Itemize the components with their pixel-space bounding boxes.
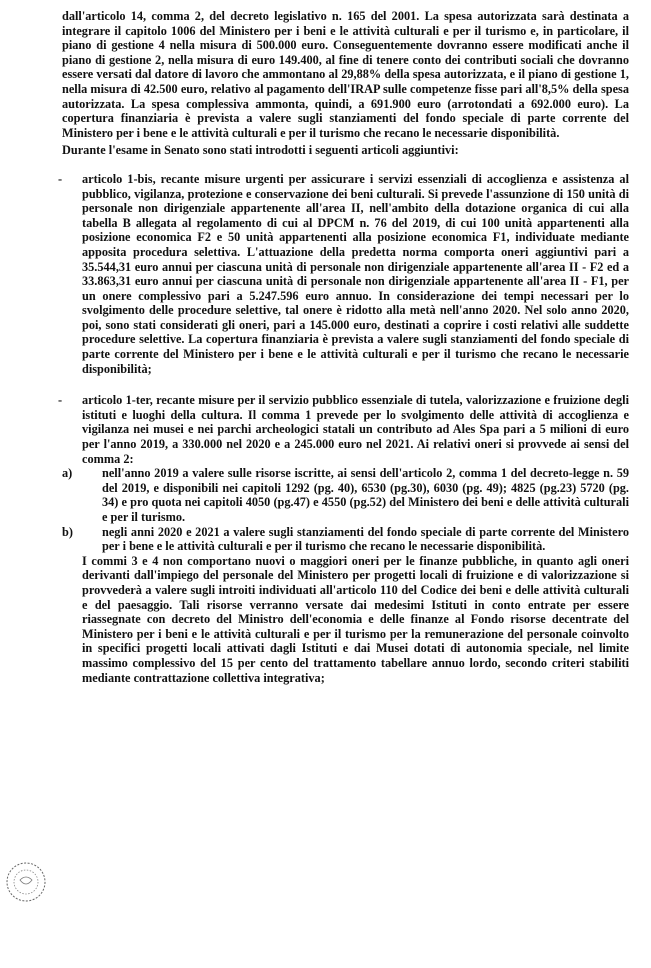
bullet-text: articolo 1-ter, recante misure per il servizio pubblico essenziale di tutela, valorizzazione e fruizione degli istituti e luoghi della cultura. Il comma 1 prevede per lo svolgimento delle attività di accoglienza e vigilanza nei musei e nei parchi archeologici statali un contributo ad Ales Spa pari a 5 milioni di euro per l'anno 2019, a 330.000 nel 2020 e a 245.000 euro nel 2021. Ai relativi oneri si provvede ai sensi del comma 2: [82,393,629,466]
subitem-text: nell'anno 2019 a valere sulle risorse iscritte, ai sensi dell'articolo 2, comma 1 del decreto-legge n. 59 del 2019, e disponibili nei capitoli 1292 (pg. 40), 6530 (pg.30), 6030 (pg. 49); 4825 (pg.23) 5720 (pg. 34) e pro quota nei capitoli 4050 (pg.47) e 4550 (pg.52) del Ministero dei beni e delle attività culturali e per il turismo. [102,466,629,524]
subitem-marker: a) [62,466,73,481]
intro-paragraph: dall'articolo 14, comma 2, del decreto legislativo n. 165 del 2001. La spesa autorizzata sarà destinata a integrare il capitolo 1006 del Ministero per i beni e le attività culturali e per il turismo e, in particolare, il piano di gestione 4 nella misura di 500.000 euro. Conseguentemente dovranno essere modificati anche il piano di gestione 2, nella misura di euro 149.400, al fine di tenere conto dei contributi sociali che dovranno essere versati dal datore di lavoro che ammontano al 29,88% della spesa autorizzata, e il piano di gestione 1, nella misura di 42.500 euro, relativo al pagamento dell'IRAP sulle competenze fisse pari all'8,5% della spesa autorizzata. La spesa complessiva ammonta, quindi, a 691.900 euro (arrotondati a 692.000 euro). La copertura finanziaria è prevista a valere sugli stanziamenti del fondo speciale di parte corrente del Ministero per i bene e le attività culturali e per il turismo che recano le necessarie disponibilità. [62,9,629,140]
bullet-article-1-ter [58,393,629,685]
closing-paragraph: I commi 3 e 4 non comportano nuovi o maggiori oneri per le finanze pubbliche, in quanto agli oneri derivanti dall'impiego del personale del Ministero per progetti locali di fruizione e di valorizzazione si provvederà a valere sugli introiti individuati all'articolo 110 del Codice dei beni e delle attività culturali e del paesaggio. Tali risorse verranno versate dai medesimi Istituti in conto entrate per essere riassegnate con decreto del Ministro dell'economia e delle finanze al Fondo risorse decentrate del Ministero per i beni e le attività culturali e per il turismo per la remunerazione del personale coinvolto in specifici progetti locali attivati dagli Istituti e dai Musei dotati di autonomia speciale, nel limite massimo complessivo del 15 per cento del trattamento tabellare annuo lordo, secondo criteri stabiliti mediante contrattazione collettiva integrativa; [82,553,629,685]
bullet-article-1-bis [58,171,629,376]
bullet-dash: - [58,171,63,186]
senate-intro-paragraph: Durante l'esame in Senato sono stati introdotti i seguenti articoli aggiuntivi: [62,143,459,158]
seal-stamp [4,860,48,904]
spacer [62,376,629,393]
spacer [62,158,629,172]
subitem-b [62,524,629,554]
subitem-text: negli anni 2020 e 2021 a valere sugli stanziamenti del fondo speciale di parte corrente del Ministero per i bene e le attività culturali e per il turismo che recano le necessarie disponibilità. [102,524,629,554]
subitem-a [62,466,629,524]
bullet-text: articolo 1-bis, recante misure urgenti per assicurare i servizi essenziali di accoglienza e assistenza al pubblico, vigilanza, protezione e conservazione dei beni culturali. Si prevede l'assunzione di 150 unità di personale non dirigenziale appartenente all'area II, nell'ambito della dotazione organica di cui alla tabella B allegata al regolamento di cui al DPCM n. 76 del 2019, di cui 100 unità appartenenti alla posizione economica F2 e 50 unità appartenenti alla posizione economica F1, individuate mediante apposita procedura selettiva. L'attuazione della predetta norma comporta oneri aggiuntivi pari a 35.544,31 euro annui per ciascuna unità di personale non dirigenziale appartenente all'area II - F2 ed a 33.863,31 euro annui per ciascuna unità di personale non dirigenziale appartenente all'area II - F1, per un onere complessivo pari a 5.247.596 euro annuo. In considerazione dei tempi necessari per lo svolgimento delle procedure selettive, tal onere è ridotto alla metà nell'anno 2020. Nel solo anno 2020, poi, sono stati considerati gli oneri, pari a 145.000 euro, destinati a coprire i costi relativi alle suddette procedure selettive. La copertura finanziaria è prevista a valere sugli stanziamenti del fondo speciale di parte corrente del Ministero per i bene e le attività culturali e per il turismo che recano le necessarie disponibilità; [82,171,629,376]
document-page [58,9,629,685]
bullet-dash: - [58,393,63,408]
subitem-marker: b) [62,524,73,539]
